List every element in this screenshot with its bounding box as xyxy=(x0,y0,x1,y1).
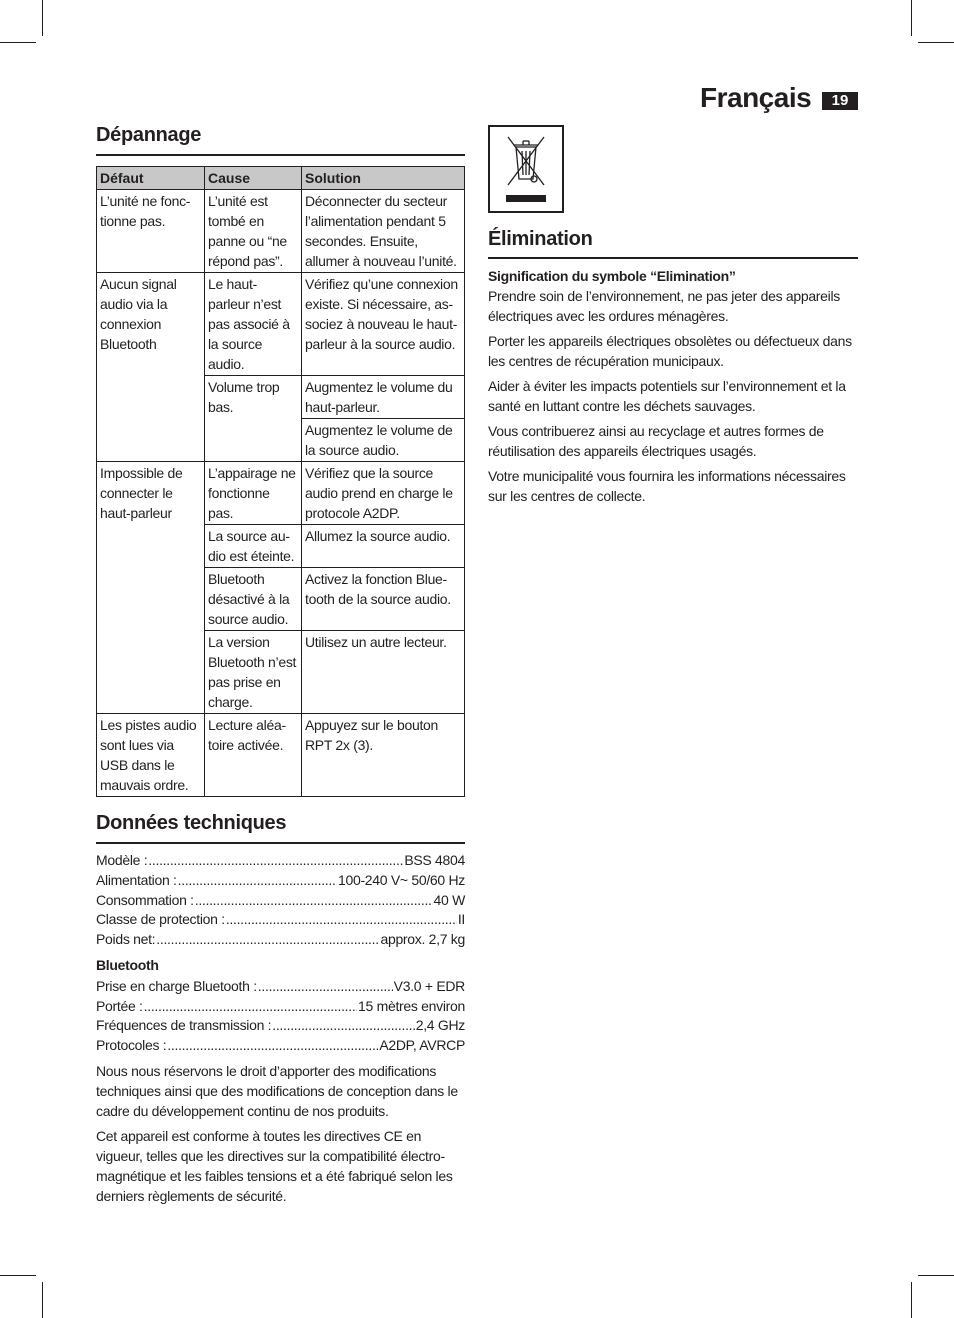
spec-label: Modèle : xyxy=(96,852,148,868)
spec-row-bt-portee xyxy=(96,997,465,1017)
crop-mark xyxy=(911,1282,912,1318)
spec-value: V3.0 + EDR xyxy=(393,977,465,994)
bluetooth-subheading: Bluetooth xyxy=(96,956,159,973)
table-row xyxy=(97,462,465,525)
elimination-paragraph: Votre municipalité vous fournira les informations nécessaires sur les centres de collecte. xyxy=(488,468,846,504)
dot-leader xyxy=(195,891,433,911)
spec-label: Consommation : xyxy=(96,891,194,908)
spec-value: BSS 4804 xyxy=(404,852,465,868)
page-number: 19 xyxy=(822,92,858,110)
cell-cause: La version Bluetooth n’est pas prise en charge. xyxy=(205,631,302,714)
section-rule xyxy=(96,842,465,844)
cell-solution: Vérifiez que la source audio prend en charge le protocole A2DP. xyxy=(302,462,465,525)
spec-row-modele xyxy=(96,851,465,871)
crop-mark xyxy=(918,42,954,43)
spec-label: Alimentation : xyxy=(96,871,177,888)
troubleshooting-table xyxy=(96,166,465,797)
elimination-paragraph: Vous contribuerez ainsi au recyclage et autres formes de réutilisation des appareils électriques usagés. xyxy=(488,423,824,459)
crop-mark xyxy=(42,1282,43,1318)
cell-defaut: Aucun signal audio via la connexion Bluetooth xyxy=(97,273,205,462)
crop-mark xyxy=(0,42,36,43)
cell-cause: Le haut-parleur n’est pas associé à la source audio. xyxy=(205,273,302,376)
elimination-paragraph: Aider à éviter les impacts potentiels sur l’environnement et la santé en luttant contre les déchets sauvages. xyxy=(488,378,846,414)
spec-row-consommation xyxy=(96,891,465,911)
spec-value: 100-240 V~ 50/60 Hz xyxy=(337,871,465,888)
weee-symbol-box xyxy=(488,125,564,213)
spec-value: approx. 2,7 kg xyxy=(380,931,465,948)
section-rule xyxy=(488,257,858,259)
note-paragraph: Cet appareil est conforme à toutes les directives CE en vigueur, telles que les directives sur la compatibilité électromagnétique et les faibles tensions et a été fabriqué selon les derniers règlements de sécurité. xyxy=(96,1128,453,1204)
section-title-donnees: Données techniques xyxy=(96,812,287,834)
cell-solution: Appuyez sur le bouton RPT 2x (3). xyxy=(302,714,465,797)
table-row xyxy=(97,190,465,273)
section-title-elimination: Élimination xyxy=(488,228,593,250)
table-header-row xyxy=(97,167,465,190)
cell-solution: Vérifiez qu’une connexion existe. Si nécessaire, associez à nouveau le haut-parleur à la source audio. xyxy=(302,273,465,376)
spec-row-bt-frequence xyxy=(96,1016,465,1036)
dot-leader xyxy=(167,1036,378,1056)
spec-label: Fréquences de transmission : xyxy=(96,1017,272,1034)
page-language-title: Français xyxy=(700,82,812,113)
cell-solution: Augmentez le volume de la source audio. xyxy=(302,419,465,462)
crop-mark xyxy=(918,1275,954,1276)
spec-value: A2DP, AVRCP xyxy=(379,1037,465,1054)
crop-mark xyxy=(911,0,912,36)
specs-block xyxy=(96,851,465,1207)
spec-label: Prise en charge Bluetooth : xyxy=(96,977,257,994)
spec-row-bt-version xyxy=(96,977,465,997)
spec-label: Portée : xyxy=(96,997,143,1014)
cell-defaut: Impossible de connecter le haut-parleur xyxy=(97,462,205,714)
spec-row-alimentation xyxy=(96,871,465,891)
elimination-text xyxy=(488,266,860,511)
spec-value: 2,4 GHz xyxy=(415,1017,465,1034)
crop-mark xyxy=(0,1275,36,1276)
cell-cause: Lecture aléatoire activée. xyxy=(205,714,302,797)
dot-leader xyxy=(148,851,403,871)
cell-solution: Augmentez le volume du haut-parleur. xyxy=(302,376,465,419)
cell-cause: L’unité est tombé en panne ou “ne répond pas”. xyxy=(205,190,302,273)
cell-cause: La source audio est éteinte. xyxy=(205,525,302,568)
spec-label: Poids net: xyxy=(96,931,156,948)
cell-solution: Utilisez un autre lecteur. xyxy=(302,631,465,714)
elimination-paragraph: Prendre soin de l’environnement, ne pas jeter des appareils électriques avec les ordures ménagères. xyxy=(488,288,840,324)
spec-row-poids xyxy=(96,930,465,950)
cell-solution: Allumez la source audio. xyxy=(302,525,465,568)
elimination-paragraph: Porter les appareils électriques obsolètes ou défectueux dans les centres de récupération municipaux. xyxy=(488,333,852,369)
cell-cause: Volume trop bas. xyxy=(205,376,302,462)
cell-cause: L’appairage ne fonctionne pas. xyxy=(205,462,302,525)
crop-mark xyxy=(42,0,43,36)
symbol-heading: Signification du symbole “Elimination” xyxy=(488,268,736,284)
cell-solution: Déconnecter du secteur l’alimentation pendant 5 secondes. Ensuite, allumer à nouveau l’unité. xyxy=(302,190,465,273)
weee-crossed-bin-icon xyxy=(490,127,562,211)
dot-leader xyxy=(178,871,337,891)
spec-row-bt-protocoles xyxy=(96,1036,465,1056)
spec-value: II xyxy=(457,911,465,928)
spec-value: 40 W xyxy=(433,891,465,908)
section-rule xyxy=(96,154,465,156)
dot-leader xyxy=(144,997,357,1017)
spec-label: Protocoles : xyxy=(96,1037,167,1054)
cell-defaut: L’unité ne fonctionne pas. xyxy=(97,190,205,273)
note-paragraph: Nous nous réservons le droit d’apporter des modifications techniques ainsi que des modifications de conception dans le cadre du développement continu de nos produits. xyxy=(96,1062,458,1119)
cell-defaut: Les pistes audio sont lues via USB dans le mauvais ordre. xyxy=(97,714,205,797)
spec-row-classe xyxy=(96,910,465,930)
section-title-depannage: Dépannage xyxy=(96,124,202,146)
column-header: Défaut xyxy=(97,167,205,190)
spec-value: 15 mètres environ xyxy=(358,997,465,1014)
dot-leader xyxy=(226,910,457,930)
spec-label: Classe de protection : xyxy=(96,911,225,928)
dot-leader xyxy=(272,1016,414,1036)
dot-leader xyxy=(258,977,393,997)
column-header: Solution xyxy=(302,167,465,190)
table-row xyxy=(97,273,465,376)
column-header: Cause xyxy=(205,167,302,190)
dot-leader xyxy=(156,930,379,950)
table-row xyxy=(97,714,465,797)
cell-solution: Activez la fonction Bluetooth de la source audio. xyxy=(302,568,465,631)
cell-cause: Bluetooth désactivé à la source audio. xyxy=(205,568,302,631)
